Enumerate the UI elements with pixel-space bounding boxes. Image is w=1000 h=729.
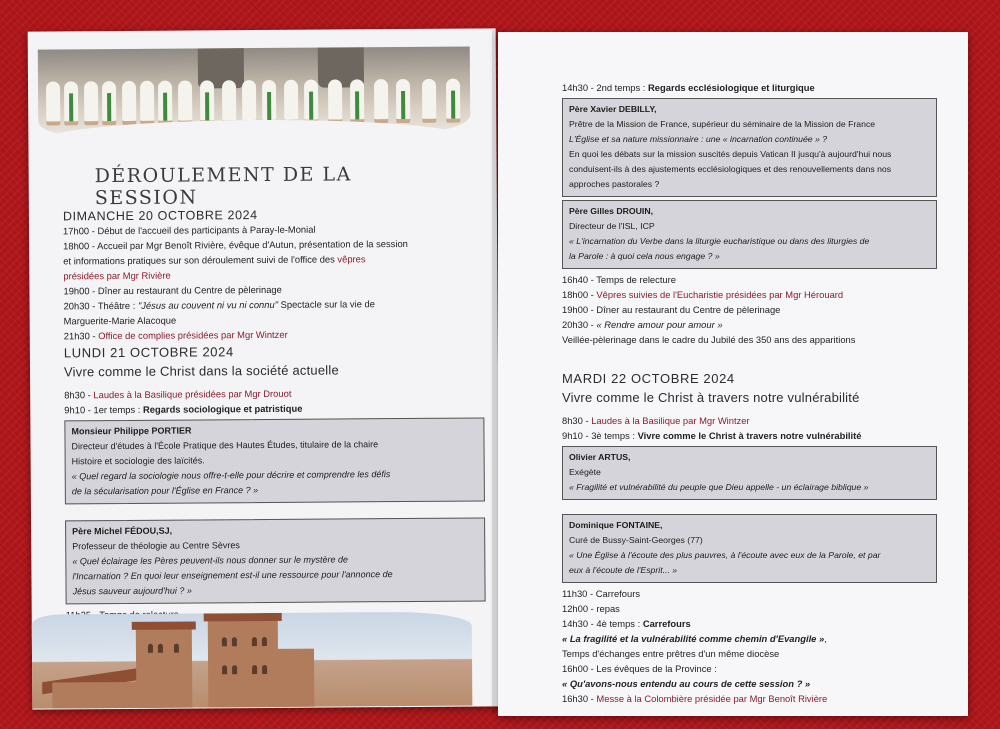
speaker-name: Père Michel FÉDOU,SJ, bbox=[72, 525, 173, 537]
speaker-name: Père Gilles DROUIN, bbox=[569, 206, 654, 216]
schedule-line: 8h30 - Laudes à la Basilique par Mgr Wintzer bbox=[562, 415, 750, 426]
schedule-line: 18h00 - Vêpres suivies de l'Eucharistie présidées par Mgr Hérouard bbox=[562, 289, 844, 300]
talk-title: eux à l'écoute de l'Esprit... » bbox=[569, 565, 678, 575]
speaker-role: Prêtre de la Mission de France, supérieur du séminaire de la Mission de France bbox=[569, 119, 876, 129]
schedule-line: « Qu'avons-nous entendu au cours de cette session ? » bbox=[562, 678, 811, 689]
talk-title: l'Incarnation ? En quoi leur enseignement est-il une ressource pour l'annonce de bbox=[72, 569, 393, 582]
speaker-box-fedou bbox=[65, 517, 486, 604]
left-page bbox=[28, 28, 501, 709]
clergy-group-photo bbox=[38, 47, 471, 136]
schedule-line: 14h30 - 2nd temps : Regards ecclésiologique et liturgique bbox=[562, 82, 815, 93]
talk-title: « Quel regard la sociologie nous offre-t-elle pour décrire et comprendre les défis bbox=[71, 469, 391, 482]
speaker-role: Directeur d'études à l'École Pratique des Hautes Études, titulaire de la chaire bbox=[71, 439, 379, 452]
schedule-line: 16h00 - Les évêques de la Province : bbox=[562, 663, 717, 674]
schedule-line: 16h30 - Messe à la Colombière présidée par Mgr Benoît Rivière bbox=[562, 693, 828, 704]
day-subtitle: Vivre comme le Christ dans la société actuelle bbox=[63, 362, 339, 380]
schedule-line: 21h30 - Office de complies présidées par Mgr Wintzer bbox=[63, 328, 288, 342]
schedule-line: présidées par Mgr Rivière bbox=[63, 269, 171, 282]
talk-title: « Fragilité et vulnérabilité du peuple que Dieu appelle - un éclairage biblique » bbox=[569, 482, 869, 492]
speaker-name: Monsieur Philippe PORTIER bbox=[71, 425, 192, 437]
speaker-name: Père Xavier DEBILLY, bbox=[569, 104, 657, 114]
day-heading-tuesday: MARDI 22 OCTOBRE 2024 bbox=[562, 371, 735, 386]
speaker-box-debilly bbox=[562, 98, 937, 197]
schedule-line: 11h30 - Carrefours bbox=[562, 588, 641, 599]
schedule-line: 18h00 - Accueil par Mgr Benoît Rivière, évêque d'Autun, présentation de la session bbox=[63, 237, 408, 252]
talk-title: de la sécularisation pour l'Église en France ? » bbox=[71, 485, 259, 497]
speaker-box-drouin bbox=[562, 200, 937, 269]
talk-title: la Parole : à quoi cela nous engage ? » bbox=[569, 251, 720, 261]
schedule-line: 14h30 - 4è temps : Carrefours bbox=[562, 618, 691, 629]
talk-description: En quoi les débats sur la mission suscités depuis Vatican II jusqu'à aujourd'hui nous bbox=[569, 149, 892, 159]
schedule-line: 20h30 - « Rendre amour pour amour » bbox=[562, 319, 723, 330]
day-subtitle: Vivre comme le Christ à travers notre vulnérabilité bbox=[562, 390, 860, 405]
speaker-box-portier bbox=[64, 417, 485, 504]
basilica-photo bbox=[32, 612, 473, 709]
speaker-name: Dominique FONTAINE, bbox=[569, 520, 663, 530]
talk-title: Jésus sauveur aujourd'hui ? » bbox=[72, 585, 192, 597]
speaker-role: Histoire et sociologie des laïcités. bbox=[71, 455, 205, 467]
talk-title: « Quel éclairage les Pères peuvent-ils nous donner sur le mystère de bbox=[72, 554, 349, 567]
speaker-name: Olivier ARTUS, bbox=[569, 452, 631, 462]
speaker-role: Curé de Bussy-Saint-Georges (77) bbox=[569, 535, 703, 545]
schedule-line: Veillée-pèlerinage dans le cadre du Jubilé des 350 ans des apparitions bbox=[562, 334, 856, 345]
day-heading-monday: LUNDI 21 OCTOBRE 2024 bbox=[63, 344, 234, 361]
schedule-line: Marguerite-Marie Alacoque bbox=[63, 314, 177, 327]
talk-title: « L'incarnation du Verbe dans la liturgie eucharistique ou dans des liturgies de bbox=[569, 236, 870, 246]
speaker-box-fontaine bbox=[562, 514, 937, 583]
schedule-line: 9h10 - 1er temps : Regards sociologique et patristique bbox=[64, 402, 303, 416]
schedule-line: 20h30 - Théâtre : "Jésus au couvent ni vu ni connu" Spectacle sur la vie de bbox=[63, 298, 375, 312]
schedule-line: 8h30 - Laudes à la Basilique présidées par Mgr Drouot bbox=[64, 387, 292, 401]
talk-title: « Une Église à l'écoute des plus pauvres, à l'écoute avec eux de la Parole, et par bbox=[569, 550, 881, 560]
schedule-line: 19h00 - Dîner au restaurant du Centre de pèlerinage bbox=[562, 304, 781, 315]
schedule-line: 17h00 - Début de l'accueil des participants à Paray-le-Monial bbox=[62, 223, 316, 237]
page-title: DÉROULEMENT DE LA SESSION bbox=[94, 163, 352, 210]
schedule-line: 12h00 - repas bbox=[562, 603, 620, 614]
day-heading-sunday: DIMANCHE 20 OCTOBRE 2024 bbox=[62, 208, 258, 224]
talk-description: conduisent-ils à des ajustements ecclésiologiques et des renouvellements dans nos bbox=[569, 164, 892, 174]
schedule-line: « La fragilité et la vulnérabilité comme chemin d'Evangile », bbox=[562, 633, 827, 644]
speaker-role: Directeur de l'ISL, ICP bbox=[569, 221, 655, 231]
schedule-line: 9h10 - 3è temps : Vivre comme le Christ à travers notre vulnérabilité bbox=[562, 430, 862, 441]
schedule-line: 19h00 - Dîner au restaurant du Centre de pèlerinage bbox=[63, 283, 282, 297]
schedule-line: et informations pratiques sur son déroulement suivi de l'office des vêpres bbox=[63, 253, 366, 267]
talk-title: L'Église et sa nature missionnaire : une « incarnation continuée » ? bbox=[569, 134, 828, 144]
speaker-role: Professeur de théologie au Centre Sèvres bbox=[72, 540, 240, 552]
talk-description: approches pastorales ? bbox=[569, 179, 660, 189]
schedule-line: 16h40 - Temps de relecture bbox=[562, 274, 676, 285]
right-page bbox=[498, 32, 968, 716]
speaker-box-artus bbox=[562, 446, 937, 500]
schedule-line: Temps d'échanges entre prêtres d'un même diocèse bbox=[562, 648, 780, 659]
speaker-role: Exégète bbox=[569, 467, 601, 477]
